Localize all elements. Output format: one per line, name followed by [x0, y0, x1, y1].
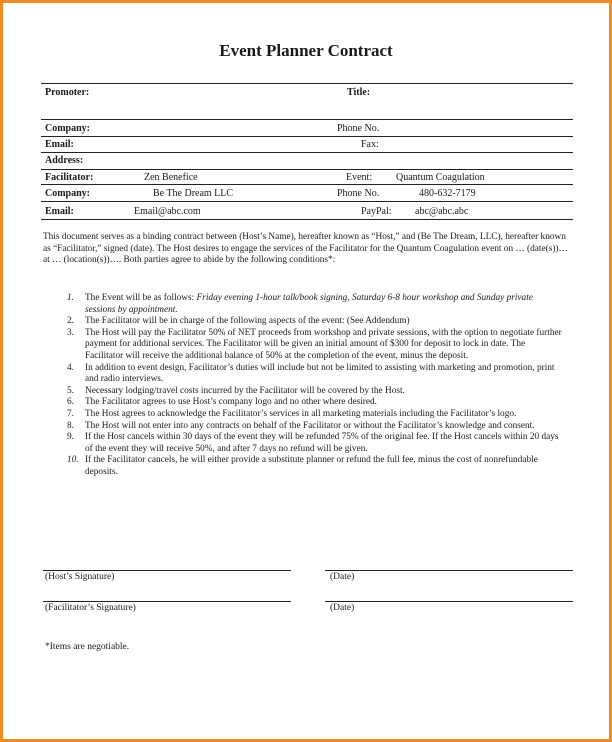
- facilitator-phone-label: Phone No.: [337, 188, 380, 199]
- term-text: In addition to event design, Facilitator’s duties will include but not be limited to assisting with marketing and promotion, print and radio interviews.: [85, 362, 555, 385]
- divider: [41, 219, 573, 220]
- event-label: Event:: [346, 172, 373, 183]
- email-label: Email:: [45, 139, 74, 150]
- signature-line: [325, 601, 573, 602]
- facilitator-email-value: Email@abc.com: [134, 206, 201, 217]
- company-label: Company:: [45, 123, 91, 134]
- term-number: 8.: [67, 420, 74, 431]
- facilitator-label: Facilitator:: [45, 172, 94, 183]
- term-number: 10.: [67, 455, 79, 466]
- term-text: If the Host cancels within 30 days of the event they will be refunded 75% of the original fee. If the Host cancels within 20 days of the event they will receive 50%, and after 7 days no refund will be given.: [85, 432, 559, 454]
- term-number: 9.: [67, 432, 74, 443]
- facilitator-company-label: Company:: [45, 188, 91, 199]
- divider: [41, 201, 573, 202]
- intro-paragraph: This document serves as a binding contract between (Host’s Name), hereafter known as “Host,” and (Be The Dream, LLC), hereafter known as “Facilitator,” signed (date). The Host desires to engage the services of the Facilitator for the Quantum Coagulation event on … (date(s))… at … (location(s))…. Both parties agree to abide by the following conditions*:: [43, 232, 568, 266]
- term-item: [43, 432, 563, 455]
- term-text-italic: Friday evening 1-hour talk/book signing, Saturday 6-8 hour workshop and Sunday private sessions by appointment.: [85, 293, 533, 315]
- term-text: The Event will be as follows:: [85, 293, 197, 303]
- divider: [41, 184, 573, 185]
- host-signature-label: (Host’s Signature): [45, 572, 115, 582]
- term-item: [43, 293, 563, 316]
- paypal-value: abc@abc.abc: [415, 206, 469, 217]
- term-text: The Facilitator agrees to use Host’s company logo and no other where desired.: [85, 397, 377, 408]
- footnote: *Items are negotiable.: [45, 642, 130, 652]
- signature-line: [43, 601, 291, 602]
- term-item: [43, 316, 563, 328]
- event-value: Quantum Coagulation: [396, 172, 485, 183]
- term-item: [43, 328, 563, 363]
- promoter-label: Promoter:: [45, 87, 90, 98]
- terms-list: [43, 293, 563, 479]
- term-item: [43, 409, 563, 421]
- term-text: The Facilitator will be in charge of the following aspects of the event: (See Addendum): [85, 316, 410, 327]
- term-item: [43, 455, 563, 478]
- term-text: If the Facilitator cancels, he will either provide a substitute planner or refund the full fee, minus the cost of nonrefundable deposits.: [85, 455, 538, 477]
- term-number: 4.: [67, 362, 74, 373]
- contract-page: [3, 3, 609, 739]
- date-label: (Date): [330, 572, 355, 582]
- facilitator-phone-value: 480-632-7179: [419, 188, 476, 199]
- divider: [41, 169, 573, 170]
- term-number: 2.: [67, 316, 74, 327]
- term-text: The Host will pay the Facilitator 50% of NET proceeds from workshop and private sessions, with the option to negotiate further payment for additional services. The Facilitator will be given an initial amount of $300 for deposit to lock in date. The Facilitator will receive the additional balance of 50% at the completion of the event, minus the deposit.: [85, 327, 562, 361]
- title-label: Title:: [347, 87, 371, 98]
- term-item: [43, 421, 563, 433]
- divider: [41, 83, 573, 84]
- signature-line: [43, 570, 291, 571]
- term-item: [43, 386, 563, 398]
- divider: [41, 119, 573, 120]
- address-label: Address:: [45, 155, 84, 166]
- term-number: 6.: [67, 397, 74, 408]
- term-number: 7.: [67, 408, 74, 419]
- divider: [41, 152, 573, 153]
- term-text: Necessary lodging/travel costs incurred by the Facilitator will be covered by the Host.: [85, 385, 405, 396]
- facilitator-company-value: Be The Dream LLC: [153, 188, 234, 199]
- facilitator-email-label: Email:: [45, 206, 74, 217]
- fax-label: Fax:: [361, 139, 379, 150]
- date-label: (Date): [330, 603, 355, 613]
- term-text: The Host will not enter into any contracts on behalf of the Facilitator or without the Facilitator’s knowledge and consent.: [85, 420, 535, 431]
- facilitator-value: Zen Benefice: [144, 172, 198, 183]
- facilitator-signature-label: (Facilitator’s Signature): [45, 603, 136, 613]
- divider: [41, 136, 573, 137]
- phone-label: Phone No.: [337, 123, 380, 134]
- term-number: 1.: [67, 293, 74, 303]
- term-item: [43, 397, 563, 409]
- page-title: Event Planner Contract: [219, 41, 393, 60]
- term-text: The Host agrees to acknowledge the Facilitator’s services in all marketing materials including the Facilitator’s logo.: [85, 408, 517, 419]
- term-number: 5.: [67, 385, 74, 396]
- signature-line: [325, 570, 573, 571]
- paypal-label: PayPal:: [361, 206, 392, 217]
- term-number: 3.: [67, 327, 74, 338]
- term-item: [43, 363, 563, 386]
